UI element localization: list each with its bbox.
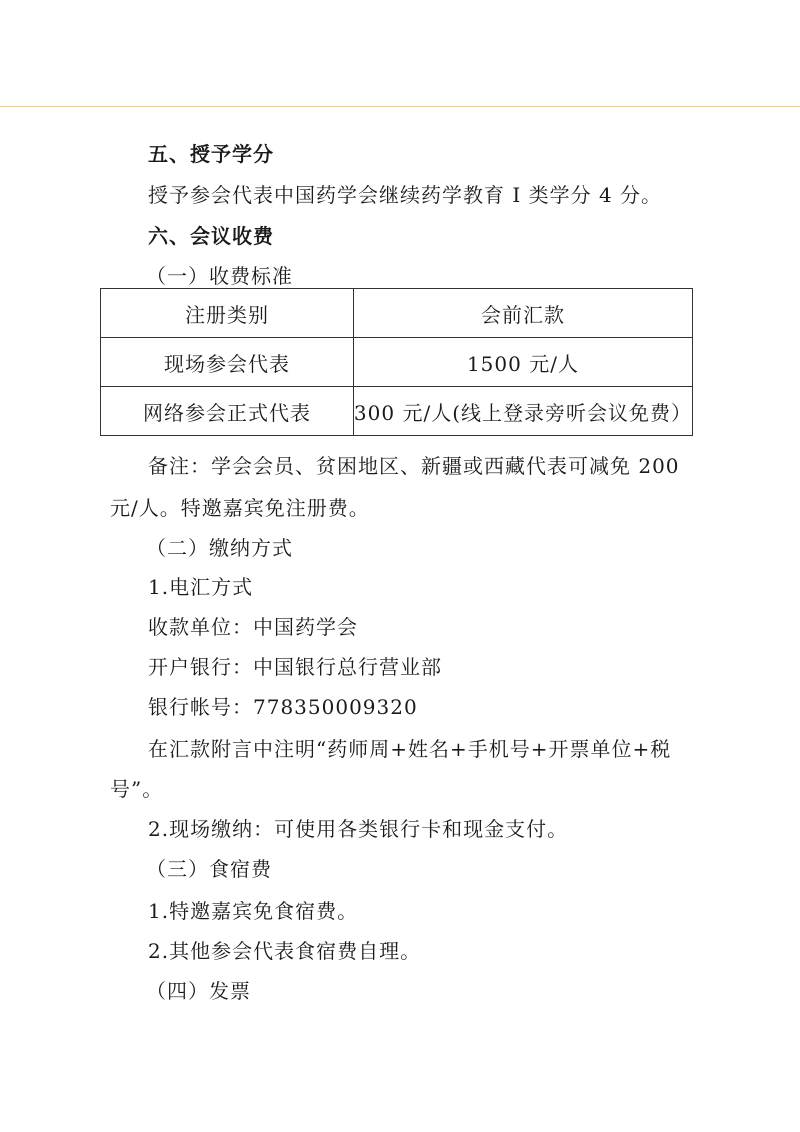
header-rule (0, 106, 800, 107)
table-cell: 300 元/人(线上登录旁听会议免费） (353, 387, 692, 436)
subsection-title-invoice: （四）发票 (146, 979, 251, 1003)
table-row (101, 338, 693, 387)
section-heading-fees: 六、会议收费 (148, 224, 274, 248)
bank-text: 开户银行：中国银行总行营业部 (148, 655, 442, 679)
credits-text: 授予参会代表中国药学会继续药学教育 I 类学分 4 分。 (148, 183, 663, 207)
table-header-cell: 注册类别 (101, 289, 354, 338)
subsection-title-lodging: （三）食宿费 (146, 857, 272, 881)
table-header-row (101, 289, 693, 338)
fee-table (100, 288, 693, 436)
table-header-cell: 会前汇款 (353, 289, 692, 338)
table-cell: 现场参会代表 (101, 338, 354, 387)
payment-item-onsite: 2.现场缴纳：可使用各类银行卡和现金支付。 (148, 817, 569, 841)
payment-item-wire: 1.电汇方式 (148, 575, 254, 599)
lodging-item-2: 2.其他参会代表食宿费自理。 (148, 939, 422, 963)
table-cell: 网络参会正式代表 (101, 387, 354, 436)
subsection-title-fee-standard: （一）收费标准 (146, 264, 293, 288)
fee-note-line-1: 备注：学会会员、贫困地区、新疆或西藏代表可减免 200 (148, 454, 680, 478)
account-text: 银行帐号：778350009320 (148, 695, 418, 719)
payee-text: 收款单位：中国药学会 (148, 615, 358, 639)
table-row (101, 387, 693, 436)
lodging-item-1: 1.特邀嘉宾免食宿费。 (148, 899, 359, 923)
fee-note-line-2: 元/人。特邀嘉宾免注册费。 (110, 496, 370, 520)
subsection-title-payment: （二）缴纳方式 (146, 536, 293, 560)
section-heading-credits: 五、授予学分 (148, 142, 274, 166)
remittance-remark-line-1: 在汇款附言中注明“药师周+姓名+手机号+开票单位+税 (148, 737, 672, 761)
table-cell: 1500 元/人 (353, 338, 692, 387)
remittance-remark-line-2: 号”。 (110, 777, 164, 801)
